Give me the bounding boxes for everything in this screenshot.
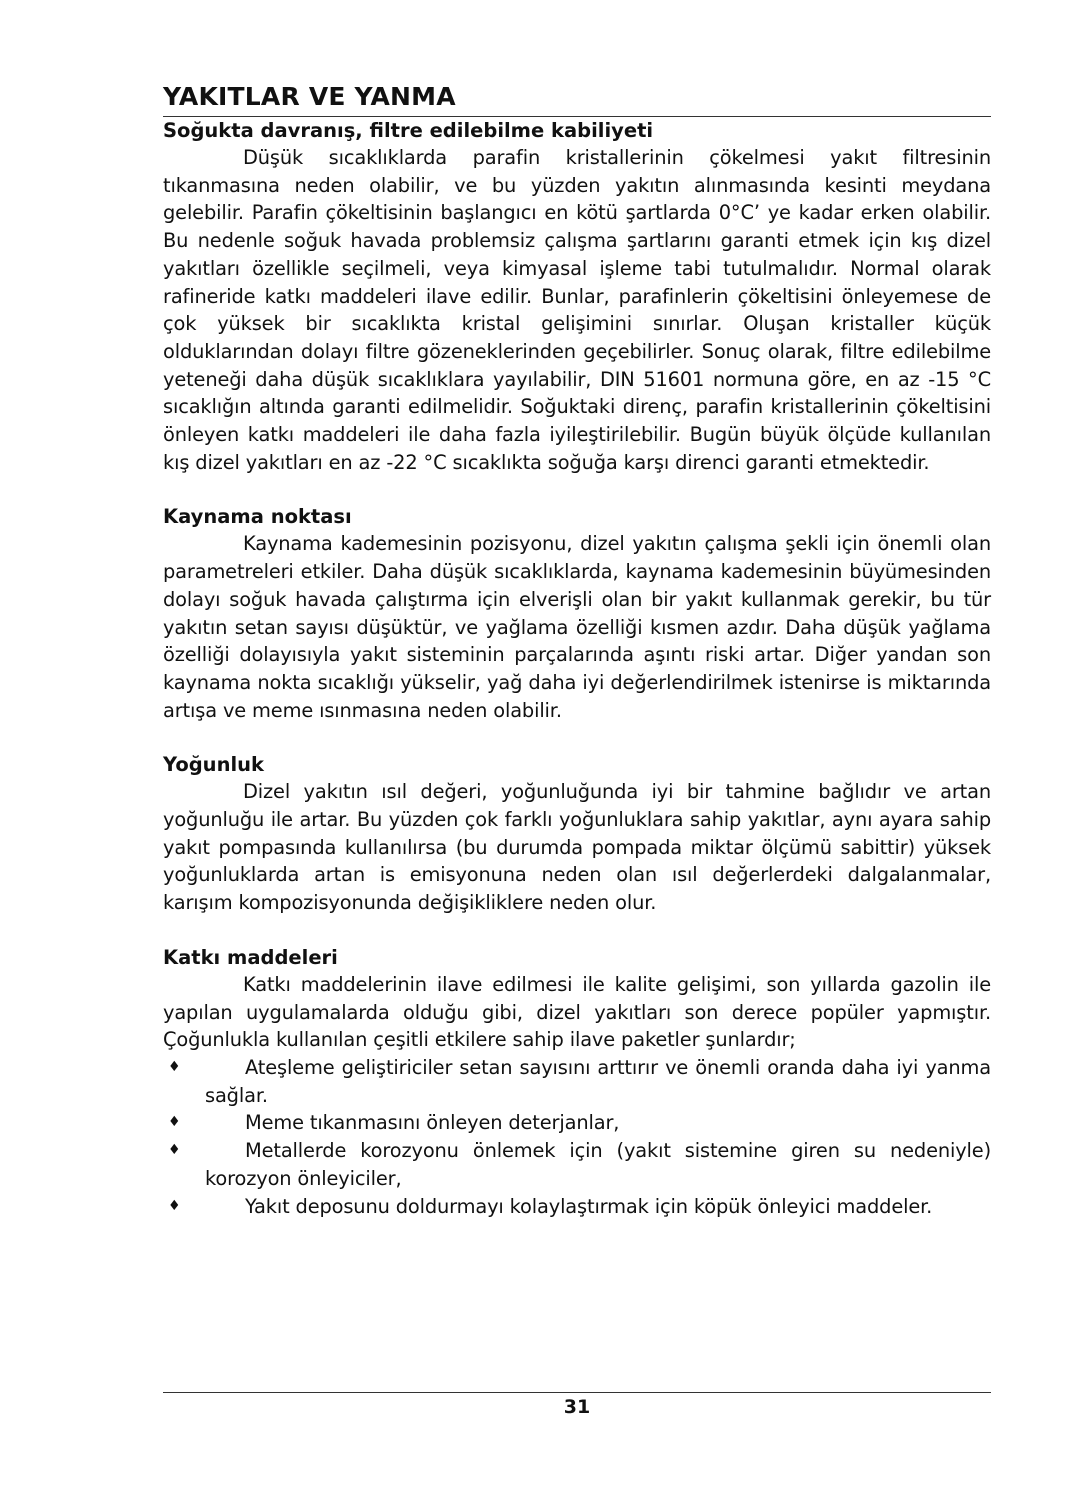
list-item xyxy=(163,1054,991,1109)
section-title: Yoğunluk xyxy=(163,753,264,777)
list-item-text: Metallerde korozyonu önlemek için (yakıt sistemine giren su nedeniyle) korozyon önleyiciler, xyxy=(205,1139,991,1190)
page-header-title: YAKITLAR VE YANMA xyxy=(163,82,456,111)
list-item-text: Yakıt deposunu doldurmayı kolaylaştırmak için köpük önleyici maddeler. xyxy=(245,1194,933,1218)
section-density xyxy=(163,751,991,917)
section-paragraph: Dizel yakıtın ısıl değeri, yoğunluğunda iyi bir tahmine bağlıdır ve artan yoğunluğu ile artar. Bu yüzden çok farklı yoğunluklara sahip yakıtlar, aynı ayara sahip yakıt pompasında kullanılırsa (bu durumda pompada miktar ölçümü sabittir) yüksek yoğunluklarda artan is emisyonuna neden olan ısıl değerlerdeki dalgalanmalar, karışım kompozisyonunda değişikliklere neden olur. xyxy=(163,780,991,915)
list-item-text: Ateşleme geliştiriciler setan sayısını arttırır ve önemli oranda daha iyi yanma sağlar. xyxy=(205,1055,991,1107)
additives-list xyxy=(163,1054,991,1220)
list-item-text: Meme tıkanmasını önleyen deterjanlar, xyxy=(245,1111,620,1135)
list-item xyxy=(163,1193,991,1221)
page-number: 31 xyxy=(563,1396,591,1418)
list-item xyxy=(163,1109,991,1137)
section-spacer xyxy=(163,476,991,503)
section-boiling-point xyxy=(163,503,991,724)
section-cold-behavior xyxy=(163,117,991,476)
section-paragraph: Düşük sıcaklıklarda parafin kristallerinin çökelmesi yakıt filtresinin tıkanmasına neden olabilir, ve bu yüzden yakıtın alınmasında kesinti meydana gelebilir. Parafin çökeltisinin başlangıcı en kötü şartlarda 0°C’ ye kadar erken olabilir. Bu nedenle soğuk havada problemsiz çalışma şartlarını garanti etmek için kış dizel yakıtları özellikle seçilmeli, veya kimyasal işleme tabi tutulmalıdır. Normal olarak rafineride katkı maddeleri ilave edilir. Bunlar, parafinlerin çökeltisini önleyemese de çok yüksek bir sıcaklıkta kristal gelişimini sınırlar. Oluşan kristaller küçük olduklarından dolayı filtre gözeneklerinden geçebilirler. Sonuç olarak, filtre edilebilme yeteneği daha düşük sıcaklıklara yayılabilir, DIN 51601 normuna göre, en az -15 °C sıcaklığın altında garanti edilmelidir. Soğuktaki direnç, parafin kristallerinin çökeltisini önleyen katkı maddeleri ile daha fazla iyileştirilebilir. Bugün büyük ölçüde kullanılan kış dizel yakıtları en az -22 °C sıcaklıkta soğuğa karşı direnci garanti etmektedir. xyxy=(163,146,991,474)
section-spacer xyxy=(163,724,991,751)
section-spacer xyxy=(163,917,991,944)
diamond-bullet-icon: ♦ xyxy=(168,1197,181,1214)
diamond-bullet-icon: ♦ xyxy=(168,1114,181,1131)
section-paragraph: Kaynama kademesinin pozisyonu, dizel yakıtın çalışma şekli için önemli olan parametreleri etkiler. Daha düşük sıcaklıklarda, kaynama kademesinin büyümesinden dolayı soğuk havada çalıştırma için elverişli olan bir yakıt kullanmak gerekir, bu tür yakıtın setan sayısı düşüktür, ve yağlama özelliği kısmen azdır. Daha düşük yağlama özelliği dolayısıyla yakıt sisteminin parçalarında aşıntı riski artar. Diğer yandan son kaynama nokta sıcaklığı yükselir, yağ daha iyi değerlendirilmek istenirse is miktarında artışa ve meme ısınmasına neden olabilir. xyxy=(163,532,991,722)
section-title: Kaynama noktası xyxy=(163,505,352,529)
section-title: Katkı maddeleri xyxy=(163,945,338,969)
diamond-bullet-icon: ♦ xyxy=(168,1058,181,1075)
section-paragraph: Katkı maddelerinin ilave edilmesi ile kalite gelişimi, son yıllarda gazolin ile yapılan uygulamalarda olduğu gibi, dizel yakıtları son derece popüler yapmıştır. Çoğunlukla kullanılan çeşitli etkilere sahip ilave paketler şunlardır; xyxy=(163,972,991,1052)
section-additives xyxy=(163,944,991,1220)
page-content xyxy=(163,78,991,1220)
footer-divider xyxy=(163,1392,991,1393)
diamond-bullet-icon: ♦ xyxy=(168,1142,181,1159)
list-item xyxy=(163,1137,991,1192)
section-title: Soğukta davranış, filtre edilebilme kabiliyeti xyxy=(163,119,654,142)
